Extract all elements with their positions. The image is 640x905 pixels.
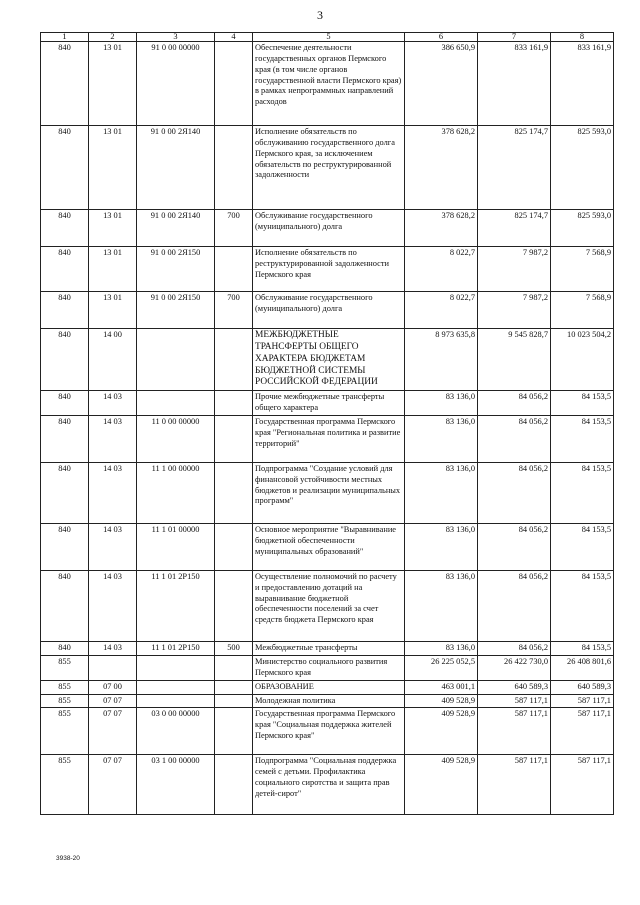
table-row: [41, 329, 614, 391]
cell-year1: 8 973 635,8: [405, 329, 478, 391]
col-header-4: 4: [215, 33, 253, 42]
cell-admin: 840: [41, 42, 89, 126]
cell-year3: 833 161,9: [551, 42, 614, 126]
col-header-8: 8: [551, 33, 614, 42]
cell-year1: 8 022,7: [405, 292, 478, 329]
cell-target: 91 0 00 2Я150: [137, 292, 215, 329]
cell-section: 14 03: [89, 463, 137, 524]
cell-description: Государственная программа Пермского края "Социальная поддержка жителей Пермского края": [253, 708, 405, 755]
cell-target: 11 0 00 00000: [137, 416, 215, 463]
cell-admin: 855: [41, 680, 89, 694]
cell-year2: 84 056,2: [478, 524, 551, 571]
cell-kind: [215, 247, 253, 292]
cell-description: Обслуживание государственного (муниципального) долга: [253, 292, 405, 329]
cell-year1: 26 225 052,5: [405, 655, 478, 680]
cell-year1: 409 528,9: [405, 755, 478, 815]
cell-target: 91 0 00 2Я140: [137, 210, 215, 247]
cell-description: Прочие межбюджетные трансферты общего характера: [253, 391, 405, 416]
cell-admin: 840: [41, 571, 89, 642]
cell-description: Подпрограмма "Социальная поддержка семей с детьми. Профилактика социального сиротства и защита прав детей-сирот": [253, 755, 405, 815]
cell-year2: 7 987,2: [478, 247, 551, 292]
cell-admin: 840: [41, 292, 89, 329]
cell-year1: 83 136,0: [405, 571, 478, 642]
cell-year1: 378 628,2: [405, 210, 478, 247]
cell-section: 13 01: [89, 292, 137, 329]
cell-year1: 83 136,0: [405, 524, 478, 571]
cell-year2: 833 161,9: [478, 42, 551, 126]
cell-year1: 378 628,2: [405, 126, 478, 210]
cell-target: [137, 680, 215, 694]
table-row: [41, 755, 614, 815]
col-header-2: 2: [89, 33, 137, 42]
cell-section: 13 01: [89, 210, 137, 247]
col-header-7: 7: [478, 33, 551, 42]
cell-year2: 640 589,3: [478, 680, 551, 694]
cell-description: Подпрограмма "Создание условий для финансовой устойчивости местных бюджетов и реализации муниципальных программ": [253, 463, 405, 524]
cell-admin: 840: [41, 463, 89, 524]
cell-section: 07 07: [89, 694, 137, 708]
cell-year2: 84 056,2: [478, 571, 551, 642]
cell-target: [137, 694, 215, 708]
cell-description: Исполнение обязательств по обслуживанию государственного долга Пермского края, за исключением обязательств по реструктурированной задолженности: [253, 126, 405, 210]
col-header-5: 5: [253, 33, 405, 42]
cell-section: 14 03: [89, 642, 137, 656]
table-row: [41, 292, 614, 329]
cell-section: 07 07: [89, 708, 137, 755]
cell-year3: 10 023 504,2: [551, 329, 614, 391]
table-row: [41, 680, 614, 694]
cell-admin: 840: [41, 391, 89, 416]
cell-kind: [215, 571, 253, 642]
cell-kind: [215, 655, 253, 680]
document-code: 3938-20: [56, 855, 80, 862]
cell-year3: 84 153,5: [551, 642, 614, 656]
table-row: [41, 571, 614, 642]
cell-year1: 463 001,1: [405, 680, 478, 694]
cell-target: [137, 329, 215, 391]
cell-target: 91 0 00 00000: [137, 42, 215, 126]
cell-year2: 587 117,1: [478, 708, 551, 755]
cell-year2: 84 056,2: [478, 391, 551, 416]
table-row: [41, 391, 614, 416]
cell-admin: 855: [41, 694, 89, 708]
cell-section: 07 07: [89, 755, 137, 815]
table-row: [41, 210, 614, 247]
table-row: [41, 642, 614, 656]
cell-section: 14 03: [89, 391, 137, 416]
table-row: [41, 463, 614, 524]
cell-year3: 26 408 801,6: [551, 655, 614, 680]
cell-description: ОБРАЗОВАНИЕ: [253, 680, 405, 694]
table-row: [41, 416, 614, 463]
cell-year2: 587 117,1: [478, 694, 551, 708]
cell-description: Исполнение обязательств по реструктурированной задолженности Пермского края: [253, 247, 405, 292]
cell-year2: 825 174,7: [478, 126, 551, 210]
cell-year2: 587 117,1: [478, 755, 551, 815]
cell-year2: 7 987,2: [478, 292, 551, 329]
cell-admin: 840: [41, 524, 89, 571]
cell-kind: [215, 329, 253, 391]
cell-section: 13 01: [89, 42, 137, 126]
cell-admin: 840: [41, 329, 89, 391]
cell-description: Межбюджетные трансферты: [253, 642, 405, 656]
cell-year1: 8 022,7: [405, 247, 478, 292]
cell-year1: 409 528,9: [405, 708, 478, 755]
cell-year3: 7 568,9: [551, 247, 614, 292]
cell-year3: 7 568,9: [551, 292, 614, 329]
cell-target: [137, 655, 215, 680]
col-header-6: 6: [405, 33, 478, 42]
cell-year2: 84 056,2: [478, 463, 551, 524]
cell-section: 14 03: [89, 571, 137, 642]
table-row: [41, 42, 614, 126]
cell-target: [137, 391, 215, 416]
cell-description: Обслуживание государственного (муниципального) долга: [253, 210, 405, 247]
table-row: [41, 126, 614, 210]
cell-admin: 855: [41, 755, 89, 815]
cell-admin: 855: [41, 708, 89, 755]
table-row: [41, 655, 614, 680]
cell-section: 13 01: [89, 126, 137, 210]
cell-kind: [215, 416, 253, 463]
cell-description: МЕЖБЮДЖЕТНЫЕ ТРАНСФЕРТЫ ОБЩЕГО ХАРАКТЕРА БЮДЖЕТАМ БЮДЖЕТНОЙ СИСТЕМЫ РОССИЙСКОЙ ФЕДЕРАЦИИ: [253, 329, 405, 391]
cell-description: Государственная программа Пермского края "Региональная политика и развитие территорий": [253, 416, 405, 463]
cell-target: 11 1 01 2Р150: [137, 571, 215, 642]
page-number: 3: [317, 8, 323, 22]
cell-year3: 825 593,0: [551, 210, 614, 247]
header-row: [41, 33, 614, 42]
cell-section: 14 03: [89, 416, 137, 463]
cell-year3: 84 153,5: [551, 463, 614, 524]
cell-target: 11 1 01 00000: [137, 524, 215, 571]
cell-year1: 83 136,0: [405, 642, 478, 656]
cell-year3: 640 589,3: [551, 680, 614, 694]
cell-section: 14 03: [89, 524, 137, 571]
cell-year3: 587 117,1: [551, 694, 614, 708]
budget-table: [40, 32, 614, 815]
cell-section: [89, 655, 137, 680]
cell-target: 03 1 00 00000: [137, 755, 215, 815]
cell-year3: 825 593,0: [551, 126, 614, 210]
cell-year1: 83 136,0: [405, 463, 478, 524]
cell-year2: 26 422 730,0: [478, 655, 551, 680]
cell-year3: 587 117,1: [551, 755, 614, 815]
cell-year2: 84 056,2: [478, 642, 551, 656]
cell-year1: 409 528,9: [405, 694, 478, 708]
cell-year3: 84 153,5: [551, 571, 614, 642]
cell-description: Молодежная политика: [253, 694, 405, 708]
cell-target: 11 1 00 00000: [137, 463, 215, 524]
cell-admin: 840: [41, 416, 89, 463]
cell-description: Осуществление полномочий по расчету и предоставлению дотаций на выравнивание бюджетной обеспеченности поселений за счет средств бюджета Пермского края: [253, 571, 405, 642]
cell-target: 91 0 00 2Я150: [137, 247, 215, 292]
cell-admin: 855: [41, 655, 89, 680]
cell-admin: 840: [41, 126, 89, 210]
cell-description: Обеспечение деятельности государственных органов Пермского края (в том числе органов государственной власти Пермского края) в рамках непрограммных направлений расходов: [253, 42, 405, 126]
cell-section: 07 00: [89, 680, 137, 694]
cell-kind: [215, 42, 253, 126]
cell-target: 03 0 00 00000: [137, 708, 215, 755]
table-row: [41, 524, 614, 571]
cell-kind: [215, 680, 253, 694]
cell-year2: 9 545 828,7: [478, 329, 551, 391]
cell-year1: 83 136,0: [405, 416, 478, 463]
cell-year3: 84 153,5: [551, 391, 614, 416]
cell-year3: 84 153,5: [551, 416, 614, 463]
cell-year2: 825 174,7: [478, 210, 551, 247]
cell-year3: 587 117,1: [551, 708, 614, 755]
cell-kind: [215, 694, 253, 708]
cell-kind: 700: [215, 210, 253, 247]
cell-kind: [215, 755, 253, 815]
cell-section: 13 01: [89, 247, 137, 292]
table-row: [41, 708, 614, 755]
cell-admin: 840: [41, 247, 89, 292]
cell-year2: 84 056,2: [478, 416, 551, 463]
cell-admin: 840: [41, 210, 89, 247]
cell-year3: 84 153,5: [551, 524, 614, 571]
table-row: [41, 247, 614, 292]
table-row: [41, 694, 614, 708]
cell-admin: 840: [41, 642, 89, 656]
cell-section: 14 00: [89, 329, 137, 391]
cell-year1: 386 650,9: [405, 42, 478, 126]
cell-target: 11 1 01 2Р150: [137, 642, 215, 656]
cell-kind: [215, 708, 253, 755]
col-header-1: 1: [41, 33, 89, 42]
cell-kind: [215, 463, 253, 524]
cell-target: 91 0 00 2Я140: [137, 126, 215, 210]
cell-description: Основное мероприятие "Выравнивание бюджетной обеспеченности муниципальных образований": [253, 524, 405, 571]
cell-year1: 83 136,0: [405, 391, 478, 416]
cell-kind: 500: [215, 642, 253, 656]
cell-kind: [215, 391, 253, 416]
cell-kind: [215, 524, 253, 571]
col-header-3: 3: [137, 33, 215, 42]
cell-kind: 700: [215, 292, 253, 329]
cell-description: Министерство социального развития Пермского края: [253, 655, 405, 680]
cell-kind: [215, 126, 253, 210]
